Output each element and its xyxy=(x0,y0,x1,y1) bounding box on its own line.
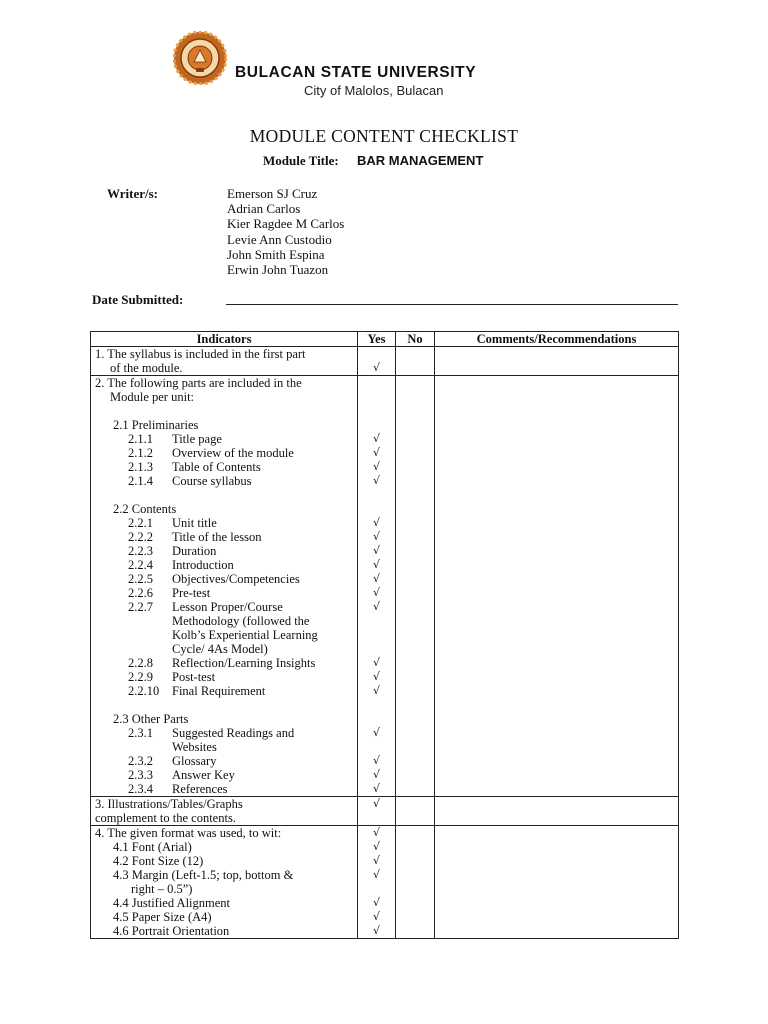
indicator-line: 4.5 Paper Size (A4) xyxy=(113,910,212,924)
indicator-text: Title of the lesson xyxy=(172,530,262,544)
check-mark-icon: √ xyxy=(372,432,380,445)
indicator-line: 2. The following parts are included in the xyxy=(95,376,302,390)
empty-check-slot xyxy=(358,347,395,361)
indicator-number: 2.2.2 xyxy=(128,530,153,544)
indicator-number: 2.3.2 xyxy=(128,754,153,768)
indicator-cell xyxy=(91,376,358,797)
indicator-text: Unit title xyxy=(172,516,217,530)
module-title-value: BAR MANAGEMENT xyxy=(357,153,484,168)
indicator-cell xyxy=(91,347,358,376)
no-cell[interactable] xyxy=(396,797,435,826)
indicator-line xyxy=(95,754,357,768)
indicator-line: 2.1 Preliminaries xyxy=(113,418,199,432)
indicator-line xyxy=(95,460,357,474)
indicator-line: 4.6 Portrait Orientation xyxy=(113,924,230,938)
indicator-number: 2.2.10 xyxy=(128,684,160,698)
header-indicators: Indicators xyxy=(91,332,358,347)
empty-check-slot xyxy=(358,628,395,642)
indicator-text: Course syllabus xyxy=(172,474,252,488)
table-row xyxy=(91,826,679,939)
empty-check-slot xyxy=(358,811,395,825)
check-mark-icon: √ xyxy=(372,586,380,599)
check-mark-icon: √ xyxy=(372,854,380,867)
indicator-line xyxy=(95,446,357,460)
check-mark-icon: √ xyxy=(372,868,380,881)
indicator-number: 2.2.9 xyxy=(128,670,153,684)
indicator-number: 2.3.3 xyxy=(128,768,153,782)
check-mark-icon: √ xyxy=(372,910,380,923)
indicator-text: Post-test xyxy=(172,670,216,684)
empty-check-slot xyxy=(358,404,395,418)
indicator-text: Answer Key xyxy=(172,768,235,782)
indicator-cell xyxy=(91,826,358,939)
writers-label: Writer/s: xyxy=(107,186,159,201)
indicator-line xyxy=(95,404,357,418)
indicator-line: 1. The syllabus is included in the first part xyxy=(95,347,306,361)
document-title: MODULE CONTENT CHECKLIST xyxy=(249,126,519,146)
indicator-number: 2.2.8 xyxy=(128,656,153,670)
check-mark-icon: √ xyxy=(372,840,380,853)
indicator-number: 2.3.4 xyxy=(128,782,153,796)
indicator-line: Cycle/ 4As Model) xyxy=(172,642,268,656)
check-mark-icon: √ xyxy=(372,361,380,374)
empty-check-slot xyxy=(358,614,395,628)
check-mark-icon: √ xyxy=(372,656,380,669)
indicator-line: 2.2 Contents xyxy=(113,502,177,516)
table-row xyxy=(91,347,679,376)
indicator-text: Reflection/Learning Insights xyxy=(172,656,316,670)
indicator-line: Kolb’s Experiential Learning xyxy=(172,628,318,642)
indicator-text: Introduction xyxy=(172,558,234,572)
check-mark-icon: √ xyxy=(372,782,380,795)
indicator-line: right – 0.5”) xyxy=(131,882,193,896)
comments-cell[interactable] xyxy=(435,797,679,826)
indicator-line: 2.3 Other Parts xyxy=(113,712,189,726)
indicator-line: 3. Illustrations/Tables/Graphs xyxy=(95,797,243,811)
indicator-number: 2.2.1 xyxy=(128,516,153,530)
writers-list xyxy=(227,186,344,277)
indicator-line xyxy=(95,782,357,796)
check-mark-icon: √ xyxy=(372,558,380,571)
indicator-line xyxy=(95,684,357,698)
indicator-line xyxy=(95,670,357,684)
header-comments: Comments/Recommendations xyxy=(435,332,679,347)
indicator-number: 2.1.3 xyxy=(128,460,153,474)
check-mark-icon: √ xyxy=(372,797,380,810)
check-mark-icon: √ xyxy=(372,474,380,487)
check-mark-icon: √ xyxy=(372,530,380,543)
check-mark-icon: √ xyxy=(372,600,380,613)
university-name: BULACAN STATE UNIVERSITY xyxy=(235,64,477,81)
comments-cell[interactable] xyxy=(435,347,679,376)
indicator-line xyxy=(95,432,357,446)
empty-check-slot xyxy=(358,642,395,656)
indicator-number: 2.2.4 xyxy=(128,558,153,572)
indicator-line: complement to the contents. xyxy=(95,811,236,825)
date-submitted-field[interactable] xyxy=(226,304,678,305)
header-yes: Yes xyxy=(358,332,396,347)
indicator-number: 2.2.6 xyxy=(128,586,153,600)
indicator-line: Methodology (followed the xyxy=(172,614,310,628)
comments-cell[interactable] xyxy=(435,376,679,797)
indicator-line xyxy=(95,558,357,572)
indicator-line: 4. The given format was used, to wit: xyxy=(95,826,282,840)
indicator-line: of the module. xyxy=(110,361,183,375)
indicator-line xyxy=(95,530,357,544)
writer-name: John Smith Espina xyxy=(227,246,325,262)
check-mark-icon: √ xyxy=(372,896,380,909)
indicator-text: Objectives/Competencies xyxy=(172,572,300,586)
check-mark-icon: √ xyxy=(372,726,380,739)
indicator-line xyxy=(95,698,357,712)
indicator-number: 2.1.2 xyxy=(128,446,153,460)
check-mark-icon: √ xyxy=(372,754,380,767)
comments-cell[interactable] xyxy=(435,826,679,939)
indicator-line xyxy=(95,768,357,782)
check-mark-icon: √ xyxy=(372,826,380,839)
indicator-text: References xyxy=(172,782,228,796)
check-mark-icon: √ xyxy=(372,446,380,459)
empty-check-slot xyxy=(358,376,395,390)
no-cell[interactable] xyxy=(396,376,435,797)
check-mark-icon: √ xyxy=(372,924,380,937)
writer-name: Adrian Carlos xyxy=(227,201,301,217)
indicator-line xyxy=(95,572,357,586)
indicator-text: Table of Contents xyxy=(172,460,261,474)
no-cell[interactable] xyxy=(396,826,435,939)
indicator-number: 2.1.4 xyxy=(128,474,153,488)
indicator-line xyxy=(95,488,357,502)
empty-check-slot xyxy=(358,882,395,896)
university-city: City of Malolos, Bulacan xyxy=(304,83,444,98)
no-cell[interactable] xyxy=(396,347,435,376)
empty-check-slot xyxy=(358,488,395,502)
indicator-line: 4.3 Margin (Left-1.5; top, bottom & xyxy=(113,868,294,882)
table-row xyxy=(91,376,679,797)
yes-cell[interactable] xyxy=(358,826,396,939)
indicator-line xyxy=(95,516,357,530)
indicator-text: Duration xyxy=(172,544,217,558)
writer-name: Kier Ragdee M Carlos xyxy=(227,216,345,232)
indicator-text: Pre-test xyxy=(172,586,211,600)
empty-check-slot xyxy=(358,418,395,432)
header-no: No xyxy=(396,332,435,347)
indicator-line: Websites xyxy=(172,740,217,754)
yes-cell[interactable] xyxy=(358,376,396,797)
yes-cell[interactable] xyxy=(358,797,396,826)
table-row xyxy=(91,797,679,826)
university-seal-icon xyxy=(173,31,227,85)
check-mark-icon: √ xyxy=(372,684,380,697)
indicator-line xyxy=(95,544,357,558)
writer-name: Emerson SJ Cruz xyxy=(227,186,318,201)
check-mark-icon: √ xyxy=(372,572,380,585)
indicator-line xyxy=(95,656,357,670)
indicator-line: 4.1 Font (Arial) xyxy=(113,840,192,854)
checklist-table xyxy=(90,331,679,939)
empty-check-slot xyxy=(358,502,395,516)
check-mark-icon: √ xyxy=(372,544,380,557)
indicator-cell xyxy=(91,797,358,826)
empty-check-slot xyxy=(358,740,395,754)
check-mark-icon: √ xyxy=(372,516,380,529)
table-header-row xyxy=(91,332,679,347)
module-title-label: Module Title: xyxy=(263,153,339,168)
indicator-line: 4.4 Justified Alignment xyxy=(113,896,231,910)
writer-name: Erwin John Tuazon xyxy=(227,262,329,278)
indicator-number: 2.1.1 xyxy=(128,432,153,446)
indicator-line xyxy=(95,726,357,740)
check-mark-icon: √ xyxy=(372,670,380,683)
indicator-text: Overview of the module xyxy=(172,446,294,460)
indicator-text: Glossary xyxy=(172,754,217,768)
empty-check-slot xyxy=(358,712,395,726)
empty-check-slot xyxy=(358,698,395,712)
indicator-line xyxy=(95,600,357,614)
check-mark-icon: √ xyxy=(372,768,380,781)
indicator-text: Suggested Readings and xyxy=(172,726,295,740)
indicator-text: Lesson Proper/Course xyxy=(172,600,283,614)
indicator-number: 2.2.3 xyxy=(128,544,153,558)
indicator-number: 2.2.7 xyxy=(128,600,153,614)
indicator-number: 2.2.5 xyxy=(128,572,153,586)
check-mark-icon: √ xyxy=(372,460,380,473)
empty-check-slot xyxy=(358,390,395,404)
indicator-text: Title page xyxy=(172,432,222,446)
indicator-line: Module per unit: xyxy=(110,390,195,404)
indicator-line xyxy=(95,474,357,488)
indicator-text: Final Requirement xyxy=(172,684,266,698)
indicator-line: 4.2 Font Size (12) xyxy=(113,854,204,868)
writer-name: Levie Ann Custodio xyxy=(227,231,332,247)
indicator-number: 2.3.1 xyxy=(128,726,153,740)
checklist-body xyxy=(91,347,679,939)
indicator-line xyxy=(95,586,357,600)
date-submitted-label: Date Submitted: xyxy=(92,292,184,307)
yes-cell[interactable] xyxy=(358,347,396,376)
